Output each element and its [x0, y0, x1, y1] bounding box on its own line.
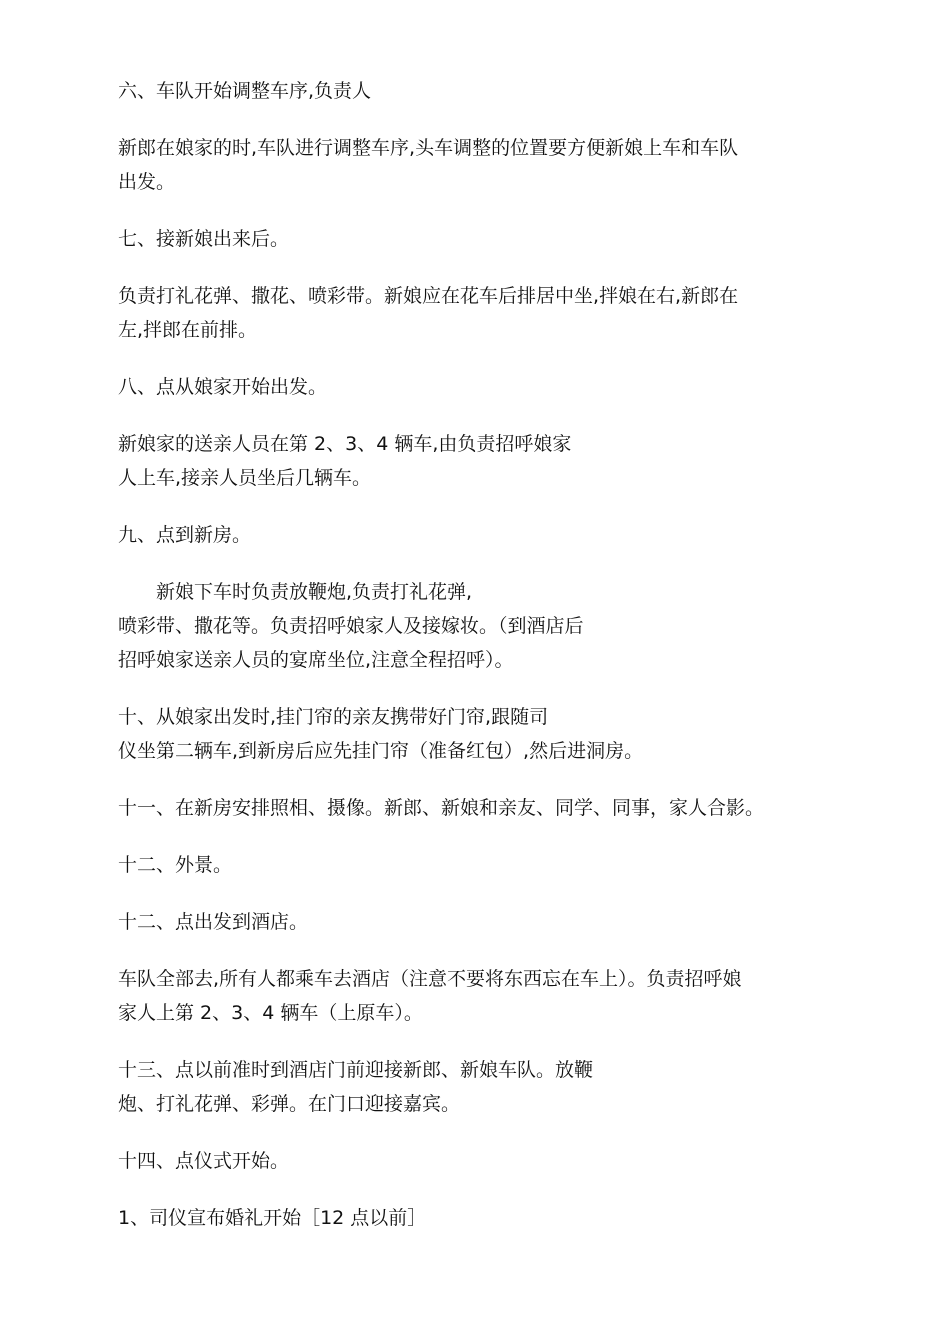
text-line: 十、从娘家出发时,挂门帘的亲友携带好门帘,跟随司 [118, 706, 549, 728]
section-6-body [118, 131, 848, 199]
section-8-body [118, 427, 848, 495]
section-12-body [118, 962, 848, 1030]
text-line: 炮、打礼花弹、彩弹。在门口迎接嘉宾。 [118, 1093, 461, 1115]
section-7-body [118, 279, 848, 347]
text-line: 负责打礼花弹、撒花、喷彩带。新娘应在花车后排居中坐,拌娘在右,新郎在 [118, 285, 739, 307]
section-11 [118, 791, 848, 825]
section-10 [118, 700, 848, 768]
text-line: 出发。 [118, 171, 176, 193]
text-line: 喷彩带、撒花等。负责招呼娘家人及接嫁妆。（到酒店后 [118, 615, 584, 637]
section-14-item-1 [118, 1201, 848, 1235]
section-14-heading [118, 1144, 848, 1178]
text-line: 家人上第 2、3、4 辆车（上原车）。 [118, 1002, 423, 1024]
text-line: 新娘下车时负责放鞭炮,负责打礼花弹, [156, 581, 473, 603]
section-12-heading [118, 905, 848, 939]
text-line: 人上车,接亲人员坐后几辆车。 [118, 467, 372, 489]
text-line: 十四、点仪式开始。 [118, 1150, 290, 1172]
text-line: 十二、外景。 [118, 854, 233, 876]
section-7-heading [118, 222, 848, 256]
text-line: 十三、点以前准时到酒店门前迎接新郎、新娘车队。放鞭 [118, 1059, 594, 1081]
document-page [118, 74, 848, 1258]
text-line: 左,拌郎在前排。 [118, 319, 258, 341]
text-line: 车队全部去,所有人都乘车去酒店（注意不要将东西忘在车上）。负责招呼娘 [118, 968, 742, 990]
text-line: 1、司仪宣布婚礼开始［12 点以前］ [118, 1207, 427, 1229]
text-line: 七、接新娘出来后。 [118, 228, 290, 250]
text-line: 六、车队开始调整车序,负责人 [118, 80, 372, 102]
text-line: 招呼娘家送亲人员的宴席坐位,注意全程招呼）。 [118, 649, 514, 671]
section-6-heading [118, 74, 848, 108]
text-line: 九、点到新房。 [118, 524, 252, 546]
section-13 [118, 1053, 848, 1121]
text-line: 仪坐第二辆车,到新房后应先挂门帘（准备红包）,然后进洞房。 [118, 740, 644, 762]
section-9-heading [118, 518, 848, 552]
text-line: 十二、点出发到酒店。 [118, 911, 309, 933]
text-line: 新郎在娘家的时,车队进行调整车序,头车调整的位置要方便新娘上车和车队 [118, 137, 739, 159]
text-line: 十一、在新房安排照相、摄像。新郎、新娘和亲友、同学、同事，家人合影。 [118, 797, 765, 819]
section-12-outdoor [118, 848, 848, 882]
text-line: 新娘家的送亲人员在第 2、3、4 辆车,由负责招呼娘家 [118, 433, 572, 455]
section-9-body [118, 575, 848, 677]
section-8-heading [118, 370, 848, 404]
text-line: 八、点从娘家开始出发。 [118, 376, 328, 398]
